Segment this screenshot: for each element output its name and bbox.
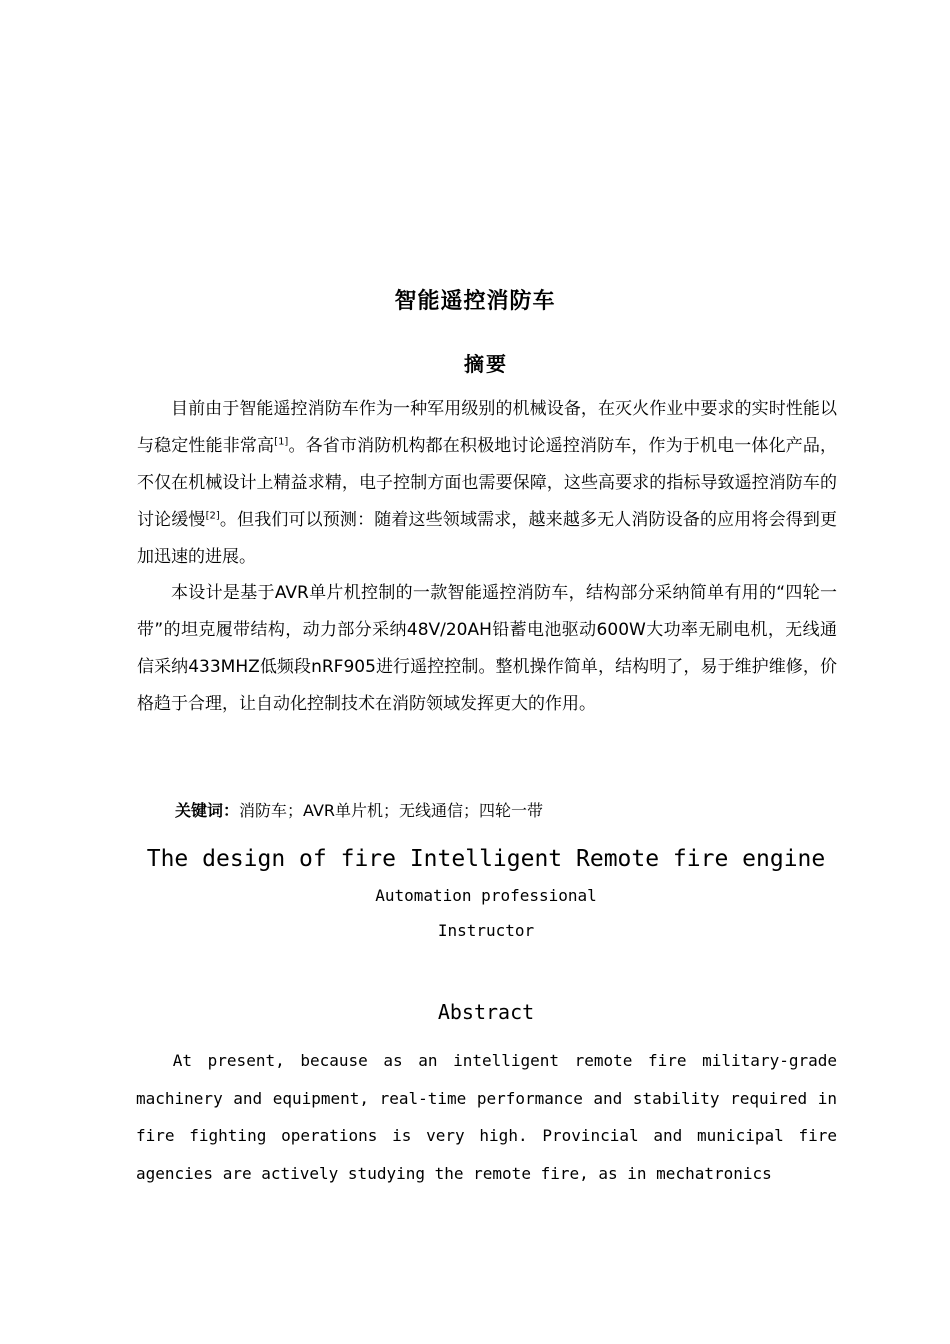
paragraph-text: 。各省市消防机构都在积极地讨论遥控消防车，作为于机电一体化产品，不仅在机械设计上精益求精，电子控制方面也需要保障，这些高要求的指标导致遥控消防车的讨论缓慢 <box>137 436 838 530</box>
english-instructor: Instructor <box>437 921 535 940</box>
english-abstract-heading: Abstract <box>437 1000 535 1024</box>
paragraph-text: 。但我们可以预测：随着这些领域需求，越来越多无人消防设备的应用将会得到更加迅速的进展。 <box>137 510 838 567</box>
chinese-abstract-paragraph-2: 本设计是基于AVR单片机控制的一款智能遥控消防车，结构部分采纳简单有用的“四轮一带”的坦克履带结构，动力部分采纳48V/20AH铅蓄电池驱动600W大功率无刷电机，无线通信采纳433MHZ低频段nRF905进行遥控控制。整机操作简单，结构明了，易于维护维修，价格趋于合理，让自动化控制技术在消防领域发挥更大的作用。 <box>137 583 837 714</box>
chinese-abstract-heading: 摘要 <box>464 352 508 376</box>
citation-ref-1: [1] <box>274 436 289 448</box>
keywords-text: 消防车；AVR单片机；无线通信；四轮一带 <box>239 801 544 820</box>
chinese-title: 智能遥控消防车 <box>394 289 556 314</box>
chinese-abstract-paragraph-1 <box>137 391 837 576</box>
english-title: The design of fire Intelligent Remote fire engine <box>146 846 826 872</box>
keywords-label: 关键词： <box>175 801 240 820</box>
english-major: Automation professional <box>375 886 597 905</box>
keywords-line <box>175 796 543 826</box>
paragraph-text: 目前由于智能遥控消防车作为一种军用级别的机械设备，在灭火作业中要求的实时性能以与稳定性能非常高 <box>137 399 837 456</box>
citation-ref-2: [2] <box>205 510 220 522</box>
english-abstract-paragraph: At present, because as an intelligent remote fire military-grade machinery and equipment, real-time performance and stability required in fire fighting operations is very high. Provincial and municipal fire agencies are actively studying the remote fire, as in mechatronics <box>136 1051 837 1183</box>
